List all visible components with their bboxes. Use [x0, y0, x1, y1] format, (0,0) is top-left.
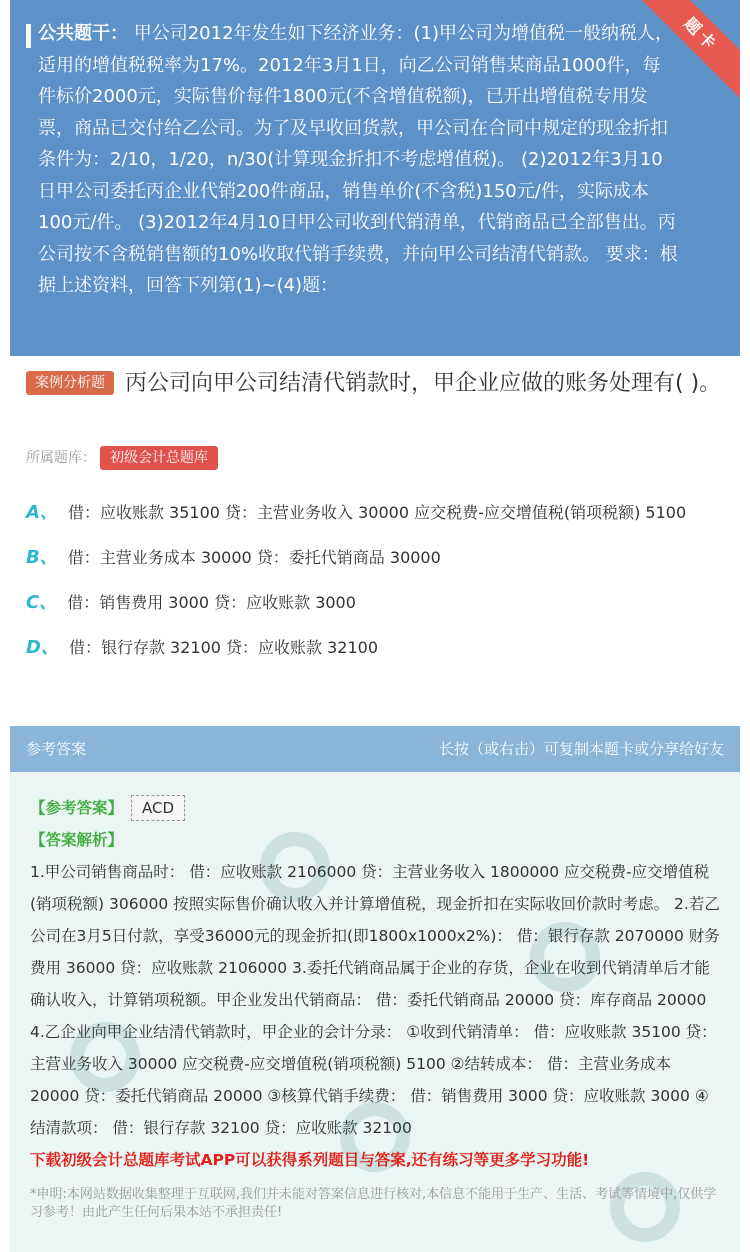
stem-label: 公共题干： — [38, 23, 128, 44]
option-key: C、 — [26, 592, 58, 613]
option-key: B、 — [26, 547, 58, 568]
reference-answer-row — [30, 792, 720, 824]
question-bank — [26, 446, 218, 470]
option-d[interactable] — [26, 633, 716, 663]
option-c[interactable] — [26, 588, 716, 618]
question — [26, 366, 726, 402]
copy-share-hint[interactable]: 长按（或右击）可复制本题卡或分享给好友 — [438, 740, 724, 758]
answer-panel — [10, 772, 740, 1252]
answer-header-title: 参考答案 — [26, 740, 87, 758]
analysis-label: 【答案解析】 — [30, 831, 124, 849]
disclaimer: *申明:本网站数据收集整理于互联网,我们并未能对答案信息进行核对,本信息不能用于生产、生活、考试等情境中,仅供学习参考！由此产生任何后果本站不承担责任! — [30, 1187, 717, 1220]
option-text: 借：主营业务成本 30000 贷：委托代销商品 30000 — [67, 548, 441, 567]
answer-header — [10, 726, 740, 772]
options-list — [26, 498, 716, 678]
option-key: A、 — [26, 502, 58, 523]
option-text: 借：销售费用 3000 贷：应收账款 3000 — [67, 593, 356, 612]
card-ribbon-label: 题卡 — [640, 0, 740, 100]
question-text: 丙公司向甲公司结清代销款时，甲企业应做的账务处理有( )。 — [125, 371, 722, 396]
question-type-tag: 案例分析题 — [26, 371, 114, 395]
stem-text: 甲公司2012年发生如下经济业务：(1)甲公司为增值税一般纳税人，适用的增值税税率为17%。2012年3月1日，向乙公司销售某商品1000件，每件标价2000元，实际售价每件1800元(不含增值税额)，已开出增值税专用发票，商品已交付给乙公司。为了及早收回货款，甲公司在合同中规定的现金折扣条件为：2/10，1/20，n/30(计算现金折扣不考虑增值税)。 (2)2012年3月10日甲公司委托丙企业代销200件商品，销售单价(不含税)150元/件，实际成本100元/件。 (3)2012年4月10日甲公司收到代销清单，代销商品已全部售出。丙公司按不含税销售额的10%收取代销手续费，并向甲公司结清代销款。 要求：根据上述资料，回答下列第(1)~(4)题： — [38, 23, 678, 296]
option-key: D、 — [26, 637, 59, 658]
card-ribbon — [640, 0, 740, 100]
answer-content — [30, 792, 720, 1222]
option-b[interactable] — [26, 543, 716, 573]
question-bank-link[interactable]: 初级会计总题库 — [100, 446, 218, 470]
reference-answer-value: ACD — [131, 795, 185, 821]
option-a[interactable] — [26, 498, 716, 528]
stem-marker-bar — [26, 24, 31, 48]
option-text: 借：应收账款 35100 贷：主营业务收入 30000 应交税费-应交增值税(销项税额) 5100 — [67, 503, 687, 522]
question-stem-panel — [10, 0, 740, 356]
question-bank-label: 所属题库： — [26, 450, 96, 466]
reference-answer-label: 【参考答案】 — [30, 799, 124, 817]
app-promo-link[interactable]: 下载初级会计总题库考试APP可以获得系列题目与答案,还有练习等更多学习功能! — [30, 1151, 590, 1169]
option-text: 借：银行存款 32100 贷：应收账款 32100 — [68, 638, 379, 657]
analysis-text: 1.甲公司销售商品时： 借：应收账款 2106000 贷：主营业务收入 1800000 应交税费-应交增值税(销项税额) 306000 按照实际售价确认收入并计算增值税，现金折扣在实际收回价款时考虑。 2.若乙公司在3月5日付款，享受36000元的现金折扣(即1800x1000x2%)： 借：银行存款 2070000 财务费用 36000 贷：应收账款 2106000 3.委托代销商品属于企业的存货，企业在收到代销清单后才能确认收入，计算销项税额。甲企业发出代销商品： 借：委托代销商品 20000 贷：库存商品 20000 4.乙企业向甲企业结清代销款时，甲企业的会计分录： ①收到代销清单： 借：应收账款 35100 贷：主营业务收入 30000 应交税费-应交增值税(销项税额) 5100 ②结转成本： 借：主营业务成本 20000 贷：委托代销商品 20000 ③核算代销手续费： 借：销售费用 3000 贷：应收账款 3000 ④结清款项： 借：银行存款 32100 贷：应收账款 32100 — [30, 863, 720, 1137]
